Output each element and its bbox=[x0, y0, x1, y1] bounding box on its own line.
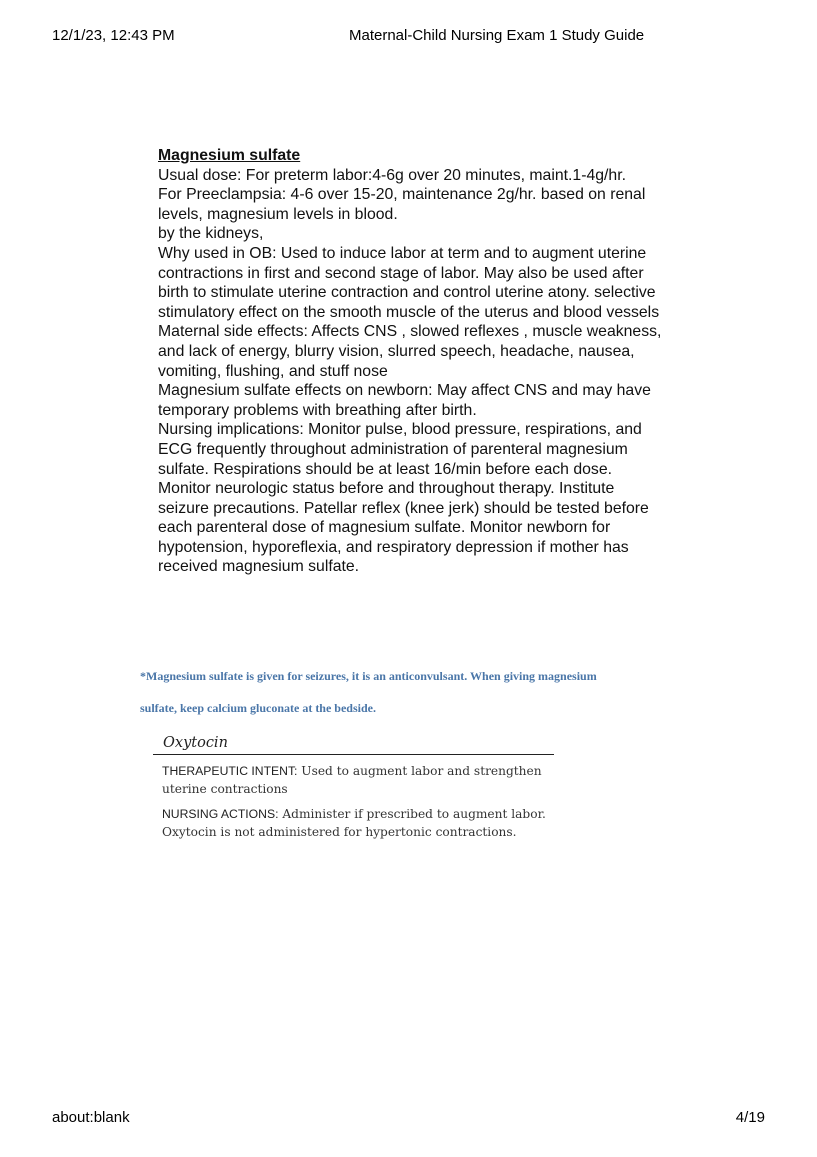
page-number: 4/19 bbox=[735, 1109, 765, 1126]
maternal-side-effects-text: Maternal side effects: Affects CNS , slowed reflexes , muscle weakness, and lack of energy, blurry vision, slurred speech, headache, nausea, vomiting, flushing, and stuff nose bbox=[158, 323, 662, 380]
therapeutic-intent-text: Used to augment labor and strengthen uterine contractions bbox=[162, 764, 542, 796]
monitor-neurologic-text: Monitor neurologic status before and throughout therapy. Institute seizure precautions. Patellar reflex (knee jerk) should be tested before each parenteral dose of magnesium sulfate. Monitor newborn for hypotension, hyporeflexia, and respiratory depression if mother has received magnesium sulfate. bbox=[158, 480, 649, 576]
therapeutic-intent-label: THERAPEUTIC INTENT: bbox=[162, 764, 298, 778]
document-title: Maternal-Child Nursing Exam 1 Study Guide bbox=[349, 27, 645, 44]
magnesium-sulfate-title: Magnesium sulfate bbox=[158, 147, 301, 164]
footer-url: about:blank bbox=[52, 1109, 130, 1126]
oxytocin-title: Oxytocin bbox=[153, 733, 554, 755]
why-used-text: Why used in OB: Used to induce labor at term and to augment uterine contractions in first and second stage of labor. May also be used after birth to stimulate uterine contraction and control uterine atony. selective stimulatory effect on the smooth muscle of the uterus and blood vessels bbox=[158, 244, 660, 321]
newborn-effects-text: Magnesium sulfate effects on newborn: May affect CNS and may have temporary problems with breathing after birth. bbox=[158, 382, 651, 419]
preeclampsia-text: For Preeclampsia: 4-6 over 15-20, maintenance 2g/hr. based on renal levels, magnesium levels in blood. bbox=[158, 186, 646, 223]
kidneys-text: by the kidneys, bbox=[158, 225, 264, 243]
oxytocin-section bbox=[153, 733, 554, 841]
print-datetime: 12/1/23, 12:43 PM bbox=[52, 27, 175, 44]
nursing-actions-label: NURSING ACTIONS: bbox=[162, 807, 279, 821]
nursing-implications-text: Nursing implications: Monitor pulse, blood pressure, respirations, and ECG frequently throughout administration of parenteral magnesium sulfate. Respirations should be at least 16/min before each dose. bbox=[158, 421, 642, 478]
magnesium-sulfate-section bbox=[158, 146, 668, 577]
usual-dose-text: Usual dose: For preterm labor:4-6g over 20 minutes, maint.1-4g/hr. bbox=[158, 166, 626, 184]
note-line-2: sulfate, keep calcium gluconate at the bedside. bbox=[140, 701, 376, 715]
nursing-actions bbox=[162, 806, 554, 841]
therapeutic-intent bbox=[162, 763, 554, 798]
anticonvulsant-note bbox=[140, 660, 700, 724]
note-line-1: *Magnesium sulfate is given for seizures, it is an anticonvulsant. When giving magnesium bbox=[140, 669, 597, 683]
nursing-actions-text: Administer if prescribed to augment labor. Oxytocin is not administered for hypertonic contractions. bbox=[162, 807, 546, 839]
